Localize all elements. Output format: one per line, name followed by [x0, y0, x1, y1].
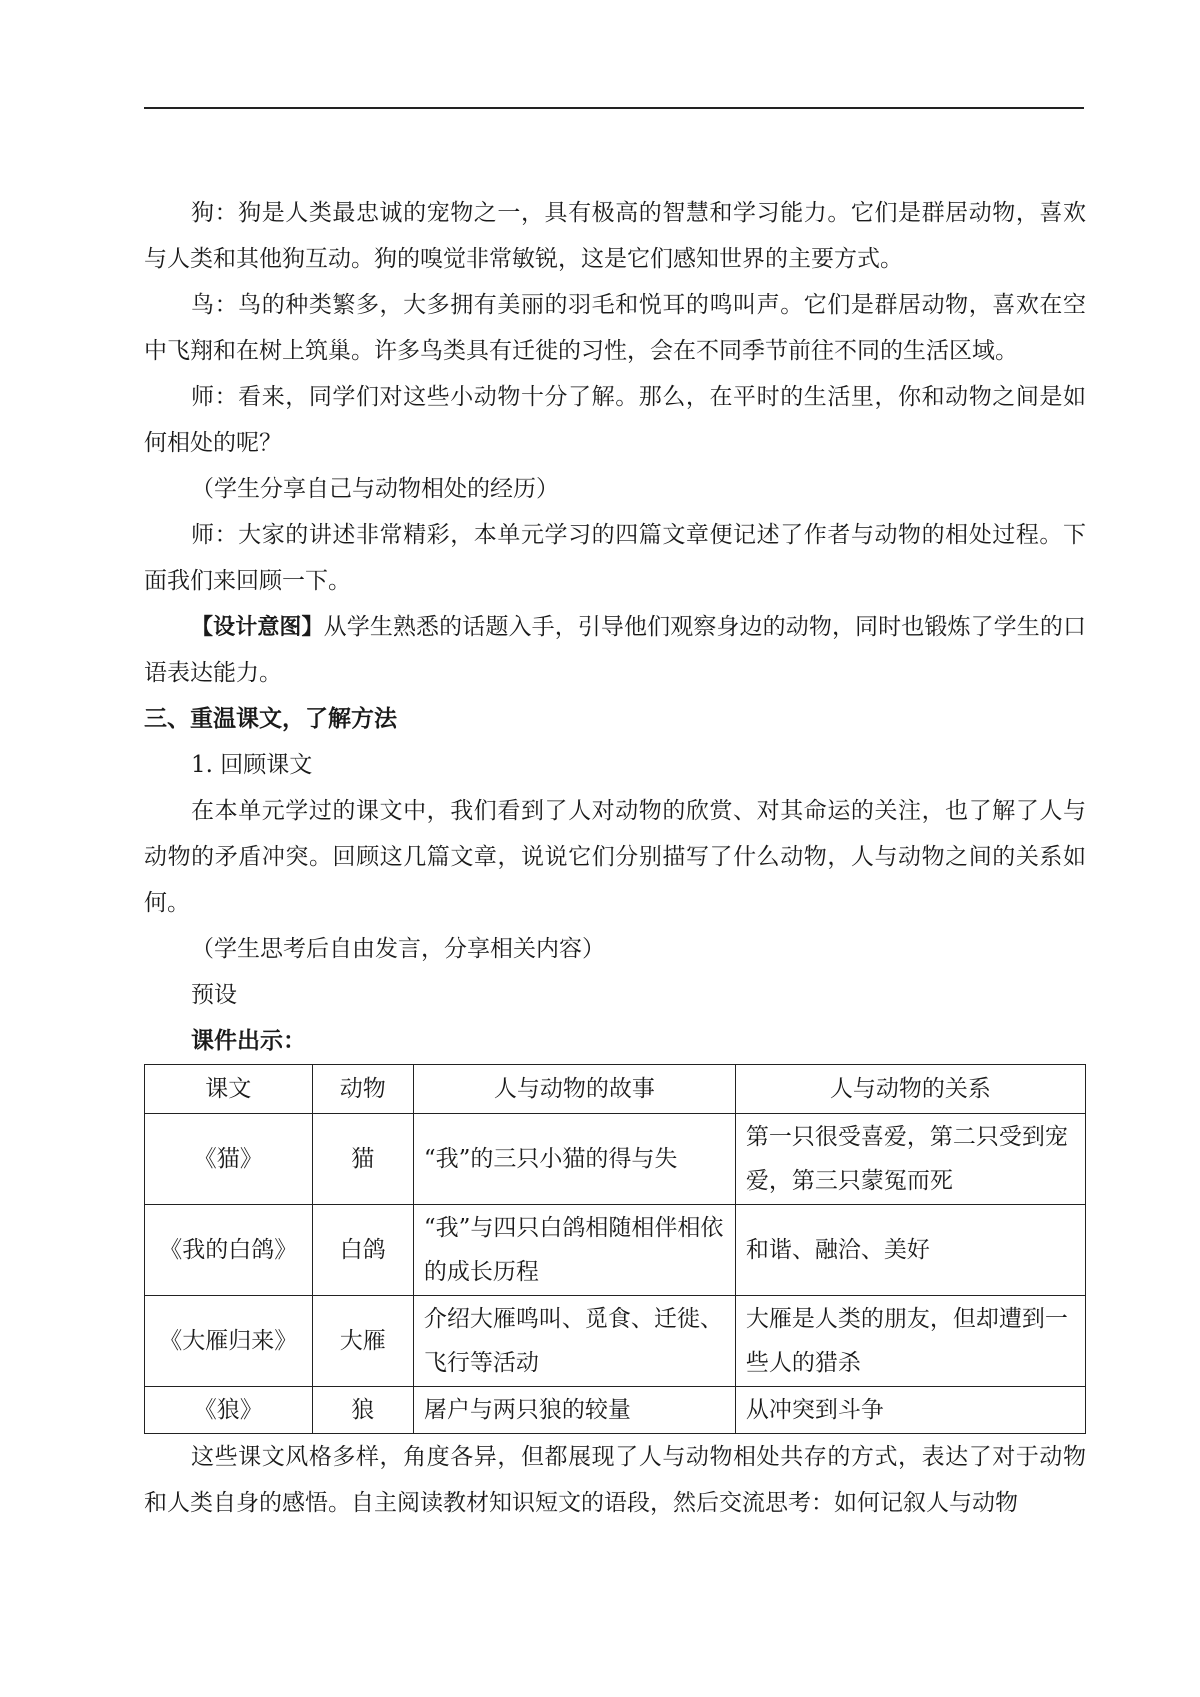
design-intent-label: 【设计意图】: [191, 614, 324, 640]
table-row: [145, 1114, 1086, 1205]
table-cell-story: 屠户与两只狼的较量: [413, 1387, 735, 1434]
subheading: 1. 回顾课文: [191, 752, 313, 778]
table-cell-animal: 白鸽: [312, 1205, 413, 1296]
table-row: [145, 1205, 1086, 1296]
table-cell-text: 《大雁归来》: [145, 1296, 313, 1387]
section-heading: 三、重温课文，了解方法: [144, 705, 397, 732]
table-cell-animal: 大雁: [312, 1296, 413, 1387]
table-cell-relation: 大雁是人类的朋友，但却遭到一些人的猎杀: [735, 1296, 1085, 1387]
paragraph-design-intent: [144, 604, 1086, 696]
table-cell-relation: 从冲突到斗争: [735, 1387, 1085, 1434]
table-header-cell: 课文: [145, 1065, 313, 1114]
table-caption: 课件出示：: [191, 1027, 306, 1054]
design-intent-text: 从学生熟悉的话题入手，引导他们观察身边的动物，同时也锻炼了学生的口语表达能力。: [144, 614, 1086, 686]
table-cell-relation: 第一只很受喜爱，第二只受到宠爱，第三只蒙冤而死: [735, 1114, 1085, 1205]
paragraph-dog: 狗：狗是人类最忠诚的宠物之一，具有极高的智慧和学习能力。它们是群居动物，喜欢与人类和其他狗互动。狗的嗅觉非常敏锐，这是它们感知世界的主要方式。: [144, 200, 1086, 272]
table-row: [145, 1296, 1086, 1387]
paragraph-review-prompt: 在本单元学过的课文中，我们看到了人对动物的欣赏、对其命运的关注，也了解了人与动物的矛盾冲突。回顾这几篇文章，说说它们分别描写了什么动物，人与动物之间的关系如何。: [144, 798, 1086, 916]
table-cell-story: 介绍大雁鸣叫、觅食、迁徙、飞行等活动: [413, 1296, 735, 1387]
table-cell-text: 《狼》: [145, 1387, 313, 1434]
paragraph-bird: 鸟：鸟的种类繁多，大多拥有美丽的羽毛和悦耳的鸣叫声。它们是群居动物，喜欢在空中飞翔和在树上筑巢。许多鸟类具有迁徙的习性，会在不同季节前往不同的生活区域。: [144, 292, 1086, 364]
header-rule: [144, 107, 1084, 109]
table-cell-story: “我”的三只小猫的得与失: [413, 1114, 735, 1205]
table-cell-relation: 和谐、融洽、美好: [735, 1205, 1085, 1296]
paragraph-student-speak: （学生思考后自由发言，分享相关内容）: [191, 936, 605, 962]
paragraph-preset: 预设: [191, 982, 237, 1008]
lesson-table: [144, 1064, 1086, 1434]
paragraph-student-share: （学生分享自己与动物相处的经历）: [191, 476, 559, 502]
table-header-row: [145, 1065, 1086, 1114]
document-body: [144, 190, 1086, 1526]
table-cell-animal: 猫: [312, 1114, 413, 1205]
table-cell-text: 《猫》: [145, 1114, 313, 1205]
paragraph-teacher-question: 师：看来，同学们对这些小动物十分了解。那么，在平时的生活里，你和动物之间是如何相处的呢？: [144, 384, 1086, 456]
table-cell-story: “我”与四只白鸽相随相伴相依的成长历程: [413, 1205, 735, 1296]
table-cell-text: 《我的白鸽》: [145, 1205, 313, 1296]
paragraph-closing: 这些课文风格多样，角度各异，但都展现了人与动物相处共存的方式，表达了对于动物和人类自身的感悟。自主阅读教材知识短文的语段，然后交流思考：如何记叙人与动物: [144, 1444, 1086, 1516]
table-header-cell: 动物: [312, 1065, 413, 1114]
table-row: [145, 1387, 1086, 1434]
paragraph-teacher-review: 师：大家的讲述非常精彩，本单元学习的四篇文章便记述了作者与动物的相处过程。下面我们来回顾一下。: [144, 522, 1086, 594]
table-header-cell: 人与动物的关系: [735, 1065, 1085, 1114]
table-cell-animal: 狼: [312, 1387, 413, 1434]
table-header-cell: 人与动物的故事: [413, 1065, 735, 1114]
